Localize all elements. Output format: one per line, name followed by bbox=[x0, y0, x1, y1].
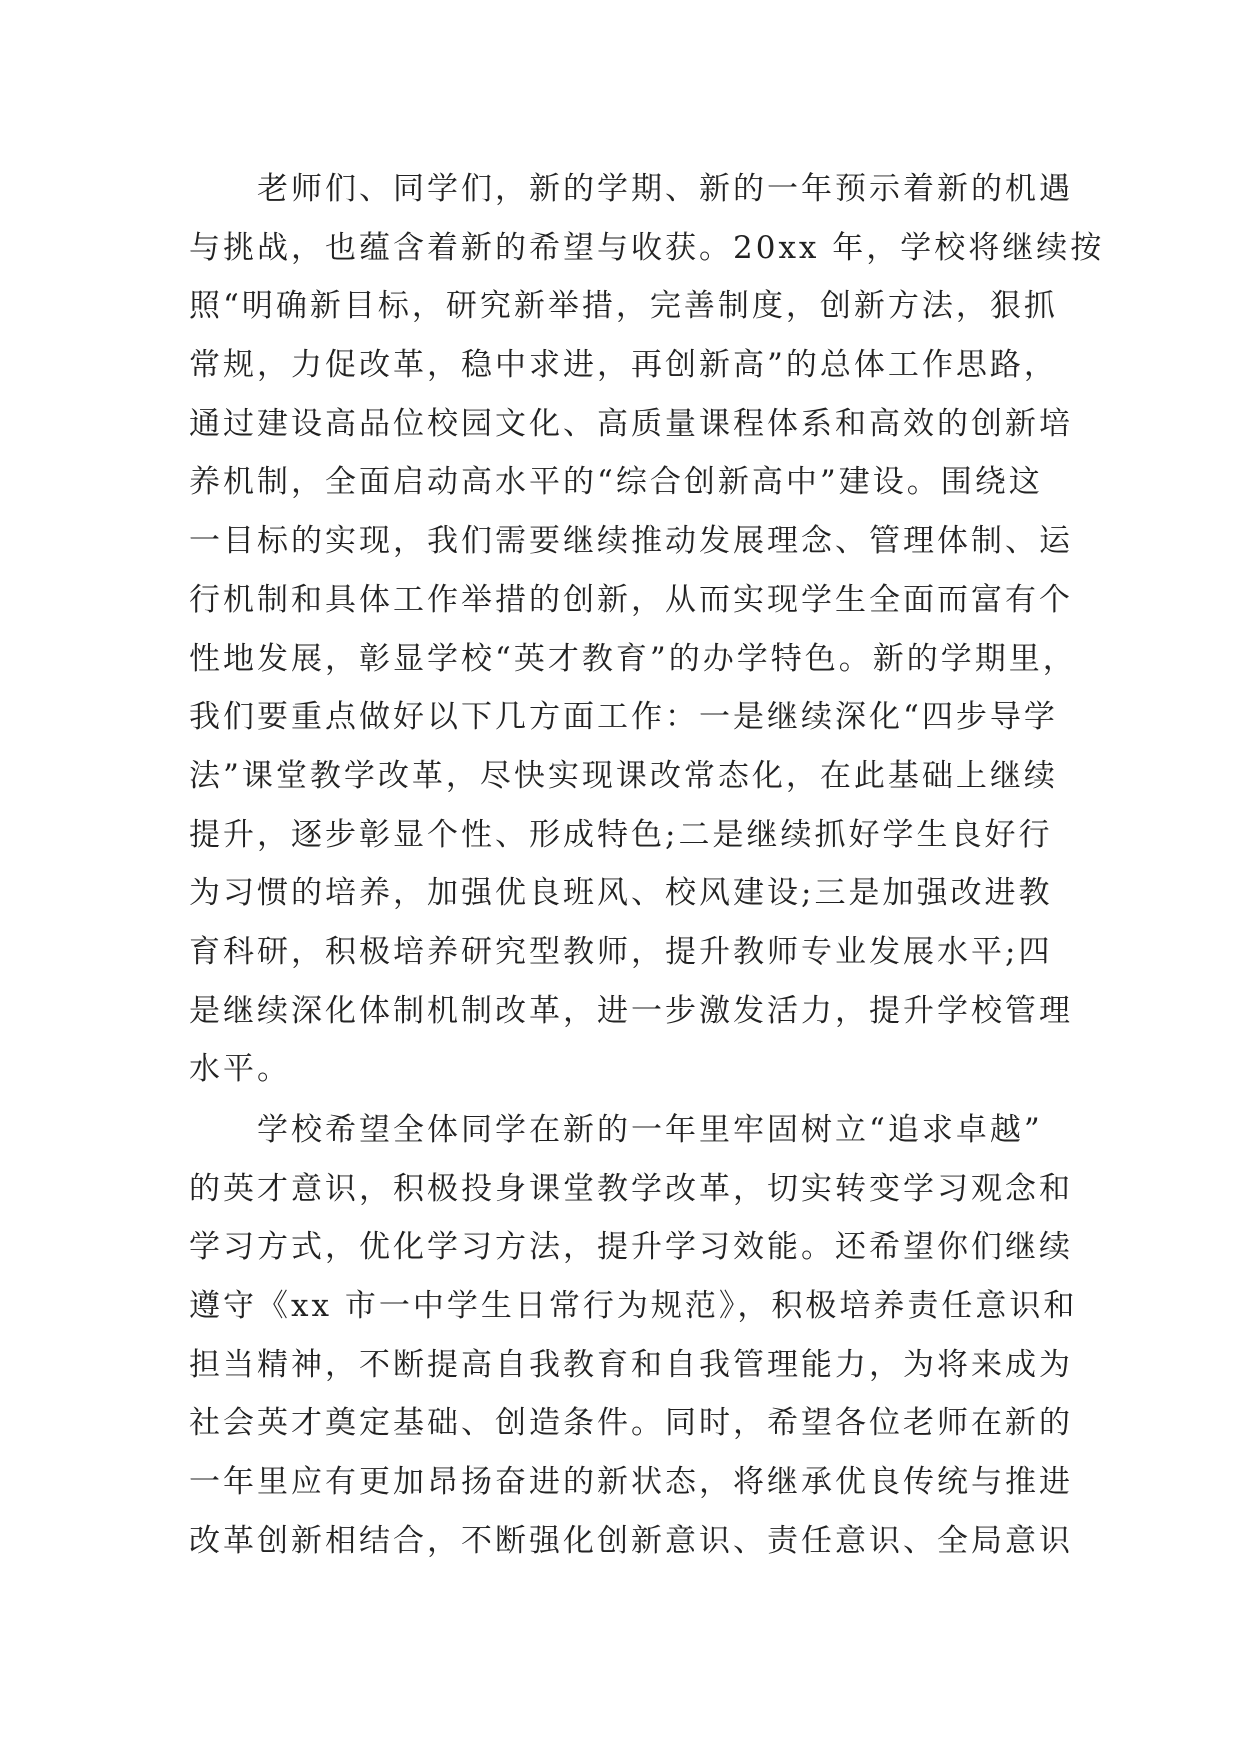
text-line: 法”课堂教学改革，尽快实现课改常态化，在此基础上继续 bbox=[189, 757, 1058, 794]
text-line: 学校希望全体同学在新的一年里牢固树立“追求卓越” bbox=[257, 1112, 1043, 1148]
text-line: 养机制，全面启动高水平的“综合创新高中”建设。围绕这 bbox=[189, 464, 1043, 501]
text-line: 改革创新相结合，不断强化创新意识、责任意识、全局意识 bbox=[189, 1522, 1073, 1559]
text-line: 社会英才奠定基础、创造条件。同时，希望各位老师在新的 bbox=[189, 1405, 1073, 1442]
text-line: 常规，力促改革，稳中求进，再创新高”的总体工作思路， bbox=[189, 347, 1058, 384]
text-line: 我们要重点做好以下几方面工作：一是继续深化“四步导学 bbox=[189, 699, 1058, 736]
text-line: 的英才意识，积极投身课堂教学改革，切实转变学习观念和 bbox=[189, 1170, 1073, 1207]
document-body bbox=[189, 160, 1105, 1571]
text-line: 育科研，积极培养研究型教师，提升教师专业发展水平;四 bbox=[189, 933, 1053, 970]
text-line: 是继续深化体制机制改革，进一步激发活力，提升学校管理 bbox=[189, 992, 1073, 1029]
text-line: 照“明确新目标，研究新举措，完善制度，创新方法，狠抓 bbox=[189, 288, 1058, 325]
paragraph-2 bbox=[189, 1101, 1078, 1571]
text-line: 为习惯的培养，加强优良班风、校风建设;三是加强改进教 bbox=[189, 875, 1053, 912]
paragraph-1 bbox=[189, 160, 1105, 1099]
text-line: 担当精神，不断提高自我教育和自我管理能力，为将来成为 bbox=[189, 1346, 1073, 1383]
text-line: 行机制和具体工作举措的创新，从而实现学生全面而富有个 bbox=[189, 581, 1073, 618]
text-line: 一目标的实现，我们需要继续推动发展理念、管理体制、运 bbox=[189, 523, 1073, 560]
text-line: 遵守《xx 市一中学生日常行为规范》，积极培养责任意识和 bbox=[189, 1288, 1078, 1325]
text-line: 一年里应有更加昂扬奋进的新状态，将继承优良传统与推进 bbox=[189, 1464, 1073, 1501]
text-line: 性地发展，彰显学校“英才教育”的办学特色。新的学期里， bbox=[189, 640, 1077, 677]
text-line: 与挑战，也蕴含着新的希望与收获。20xx 年，学校将继续按 bbox=[189, 229, 1105, 266]
text-line: 提升，逐步彰显个性、形成特色;二是继续抓好学生良好行 bbox=[189, 816, 1053, 853]
text-line: 通过建设高品位校园文化、高质量课程体系和高效的创新培 bbox=[189, 405, 1073, 442]
text-line: 老师们、同学们，新的学期、新的一年预示着新的机遇 bbox=[257, 171, 1073, 207]
text-line: 水平。 bbox=[189, 1051, 291, 1088]
text-line: 学习方式，优化学习方法，提升学习效能。还希望你们继续 bbox=[189, 1229, 1073, 1266]
